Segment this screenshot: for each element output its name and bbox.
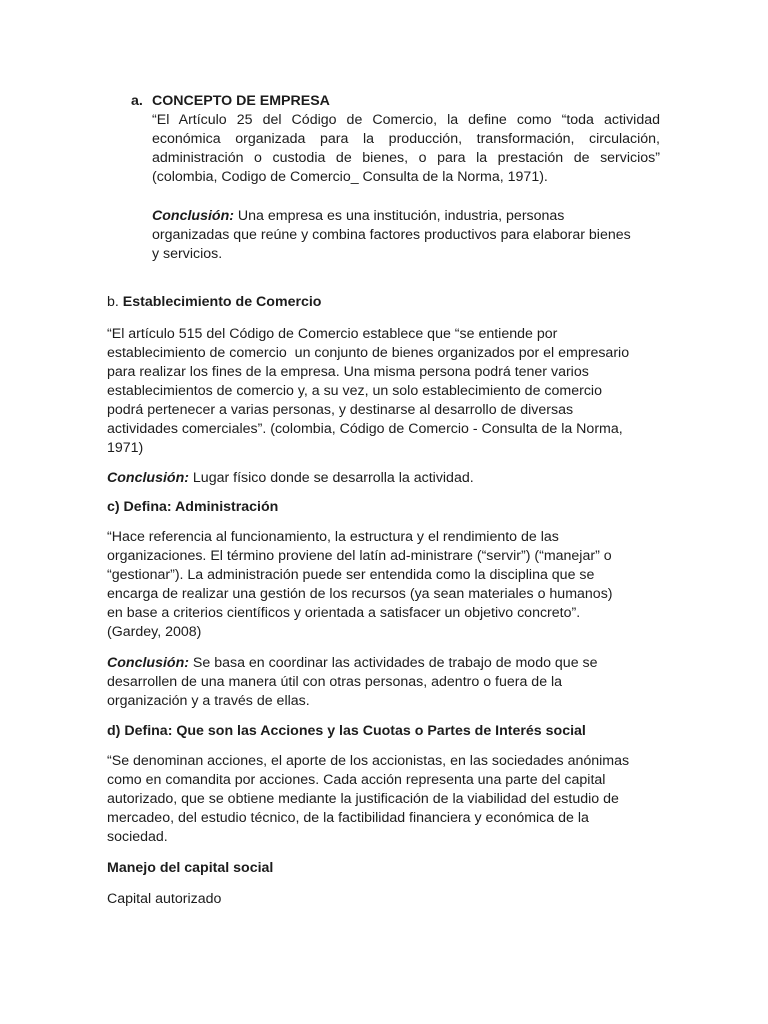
conclusion-label: Conclusión:	[152, 208, 234, 224]
section-b-heading-row	[107, 293, 321, 312]
section-c-heading: c) Defina: Administración	[107, 499, 279, 515]
section-a-heading: CONCEPTO DE EMPRESA	[152, 93, 330, 109]
conclusion-text: Se basa en coordinar las actividades de trabajo de modo que se	[188, 655, 598, 671]
section-c-quote-line: “gestionar”). La administración puede ser entendida como la disciplina que se	[107, 567, 595, 583]
section-c-quote-line: organizaciones. El término proviene del latín ad-ministrare (“servir”) (“manejar” o	[107, 548, 612, 564]
section-a-conclusion-line: y servicios.	[152, 246, 223, 262]
capital-heading: Manejo del capital social	[107, 860, 274, 876]
section-c-quote-line: (Gardey, 2008)	[107, 624, 202, 640]
section-a-conclusion-line: organizadas que reúne y combina factores productivos para elaborar bienes	[152, 227, 631, 243]
conclusion-text: Una empresa es una institución, industria, personas	[233, 208, 565, 224]
section-d-quote-line: como en comandita por acciones. Cada acción representa una parte del capital	[107, 772, 606, 788]
section-c-quote-line: “Hace referencia al funcionamiento, la estructura y el rendimiento de las	[107, 529, 559, 545]
section-b-marker: b.	[107, 294, 119, 310]
conclusion-text: Lugar físico donde se desarrolla la actividad.	[188, 470, 474, 486]
section-b-quote-line: actividades comerciales”. (colombia, Código de Comercio - Consulta de la Norma,	[107, 421, 623, 437]
section-c-quote-line: en base a criterios científicos y orientada a satisfacer un objetivo concreto”.	[107, 605, 581, 621]
section-d-heading: d) Defina: Que son las Acciones y las Cuotas o Partes de Interés social	[107, 723, 586, 739]
section-a-quote-line: (colombia, Codigo de Comercio_ Consulta de la Norma, 1971).	[152, 169, 548, 185]
section-b-quote-line: 1971)	[107, 440, 144, 456]
section-c-conclusion-line: organización y a través de ellas.	[107, 693, 310, 709]
section-c-conclusion-line: desarrollen de una manera útil con otras personas, adentro o fuera de la	[107, 674, 563, 690]
section-c-quote-line: encarga de realizar una gestión de los recursos (ya sean materiales o humanos)	[107, 586, 613, 602]
conclusion-label: Conclusión:	[107, 655, 189, 671]
capital-text: Capital autorizado	[107, 891, 222, 907]
section-a-quote-line: administración o custodia de bienes, o para la prestación de servicios”	[152, 150, 660, 166]
section-b-quote-line: establecimientos de comercio y, a su vez, un solo establecimiento de comercio	[107, 383, 602, 399]
conclusion-label: Conclusión:	[107, 470, 189, 486]
section-d-quote-line: sociedad.	[107, 829, 168, 845]
section-d-quote-line: mercadeo, del estudio técnico, de la factibilidad financiera y económica de la	[107, 810, 589, 826]
section-a-quote-line: “El Artículo 25 del Código de Comercio, la define como “toda actividad	[152, 112, 660, 128]
section-c-conclusion	[107, 654, 598, 673]
section-b-quote-line: podrá pertenecer a varias personas, y destinarse al desarrollo de diversas	[107, 402, 574, 418]
section-a-quote-line: económica organizada para la producción, transformación, circulación,	[152, 131, 660, 147]
section-b-conclusion	[107, 469, 474, 488]
section-b-quote-line: establecimiento de comercio un conjunto de bienes organizados por el empresario	[107, 345, 630, 361]
section-d-quote-line: autorizado, que se obtiene mediante la justificación de la viabilidad del estudio de	[107, 791, 619, 807]
section-b-quote-line: “El artículo 515 del Código de Comercio establece que “se entiende por	[107, 326, 558, 342]
section-b-quote-line: para realizar los fines de la empresa. Una misma persona podrá tener varios	[107, 364, 589, 380]
section-a-conclusion	[152, 207, 564, 226]
section-d-quote-line: “Se denominan acciones, el aporte de los accionistas, en las sociedades anónimas	[107, 753, 630, 769]
section-a-marker: a.	[131, 93, 143, 109]
section-b-heading: Establecimiento de Comercio	[122, 294, 322, 310]
